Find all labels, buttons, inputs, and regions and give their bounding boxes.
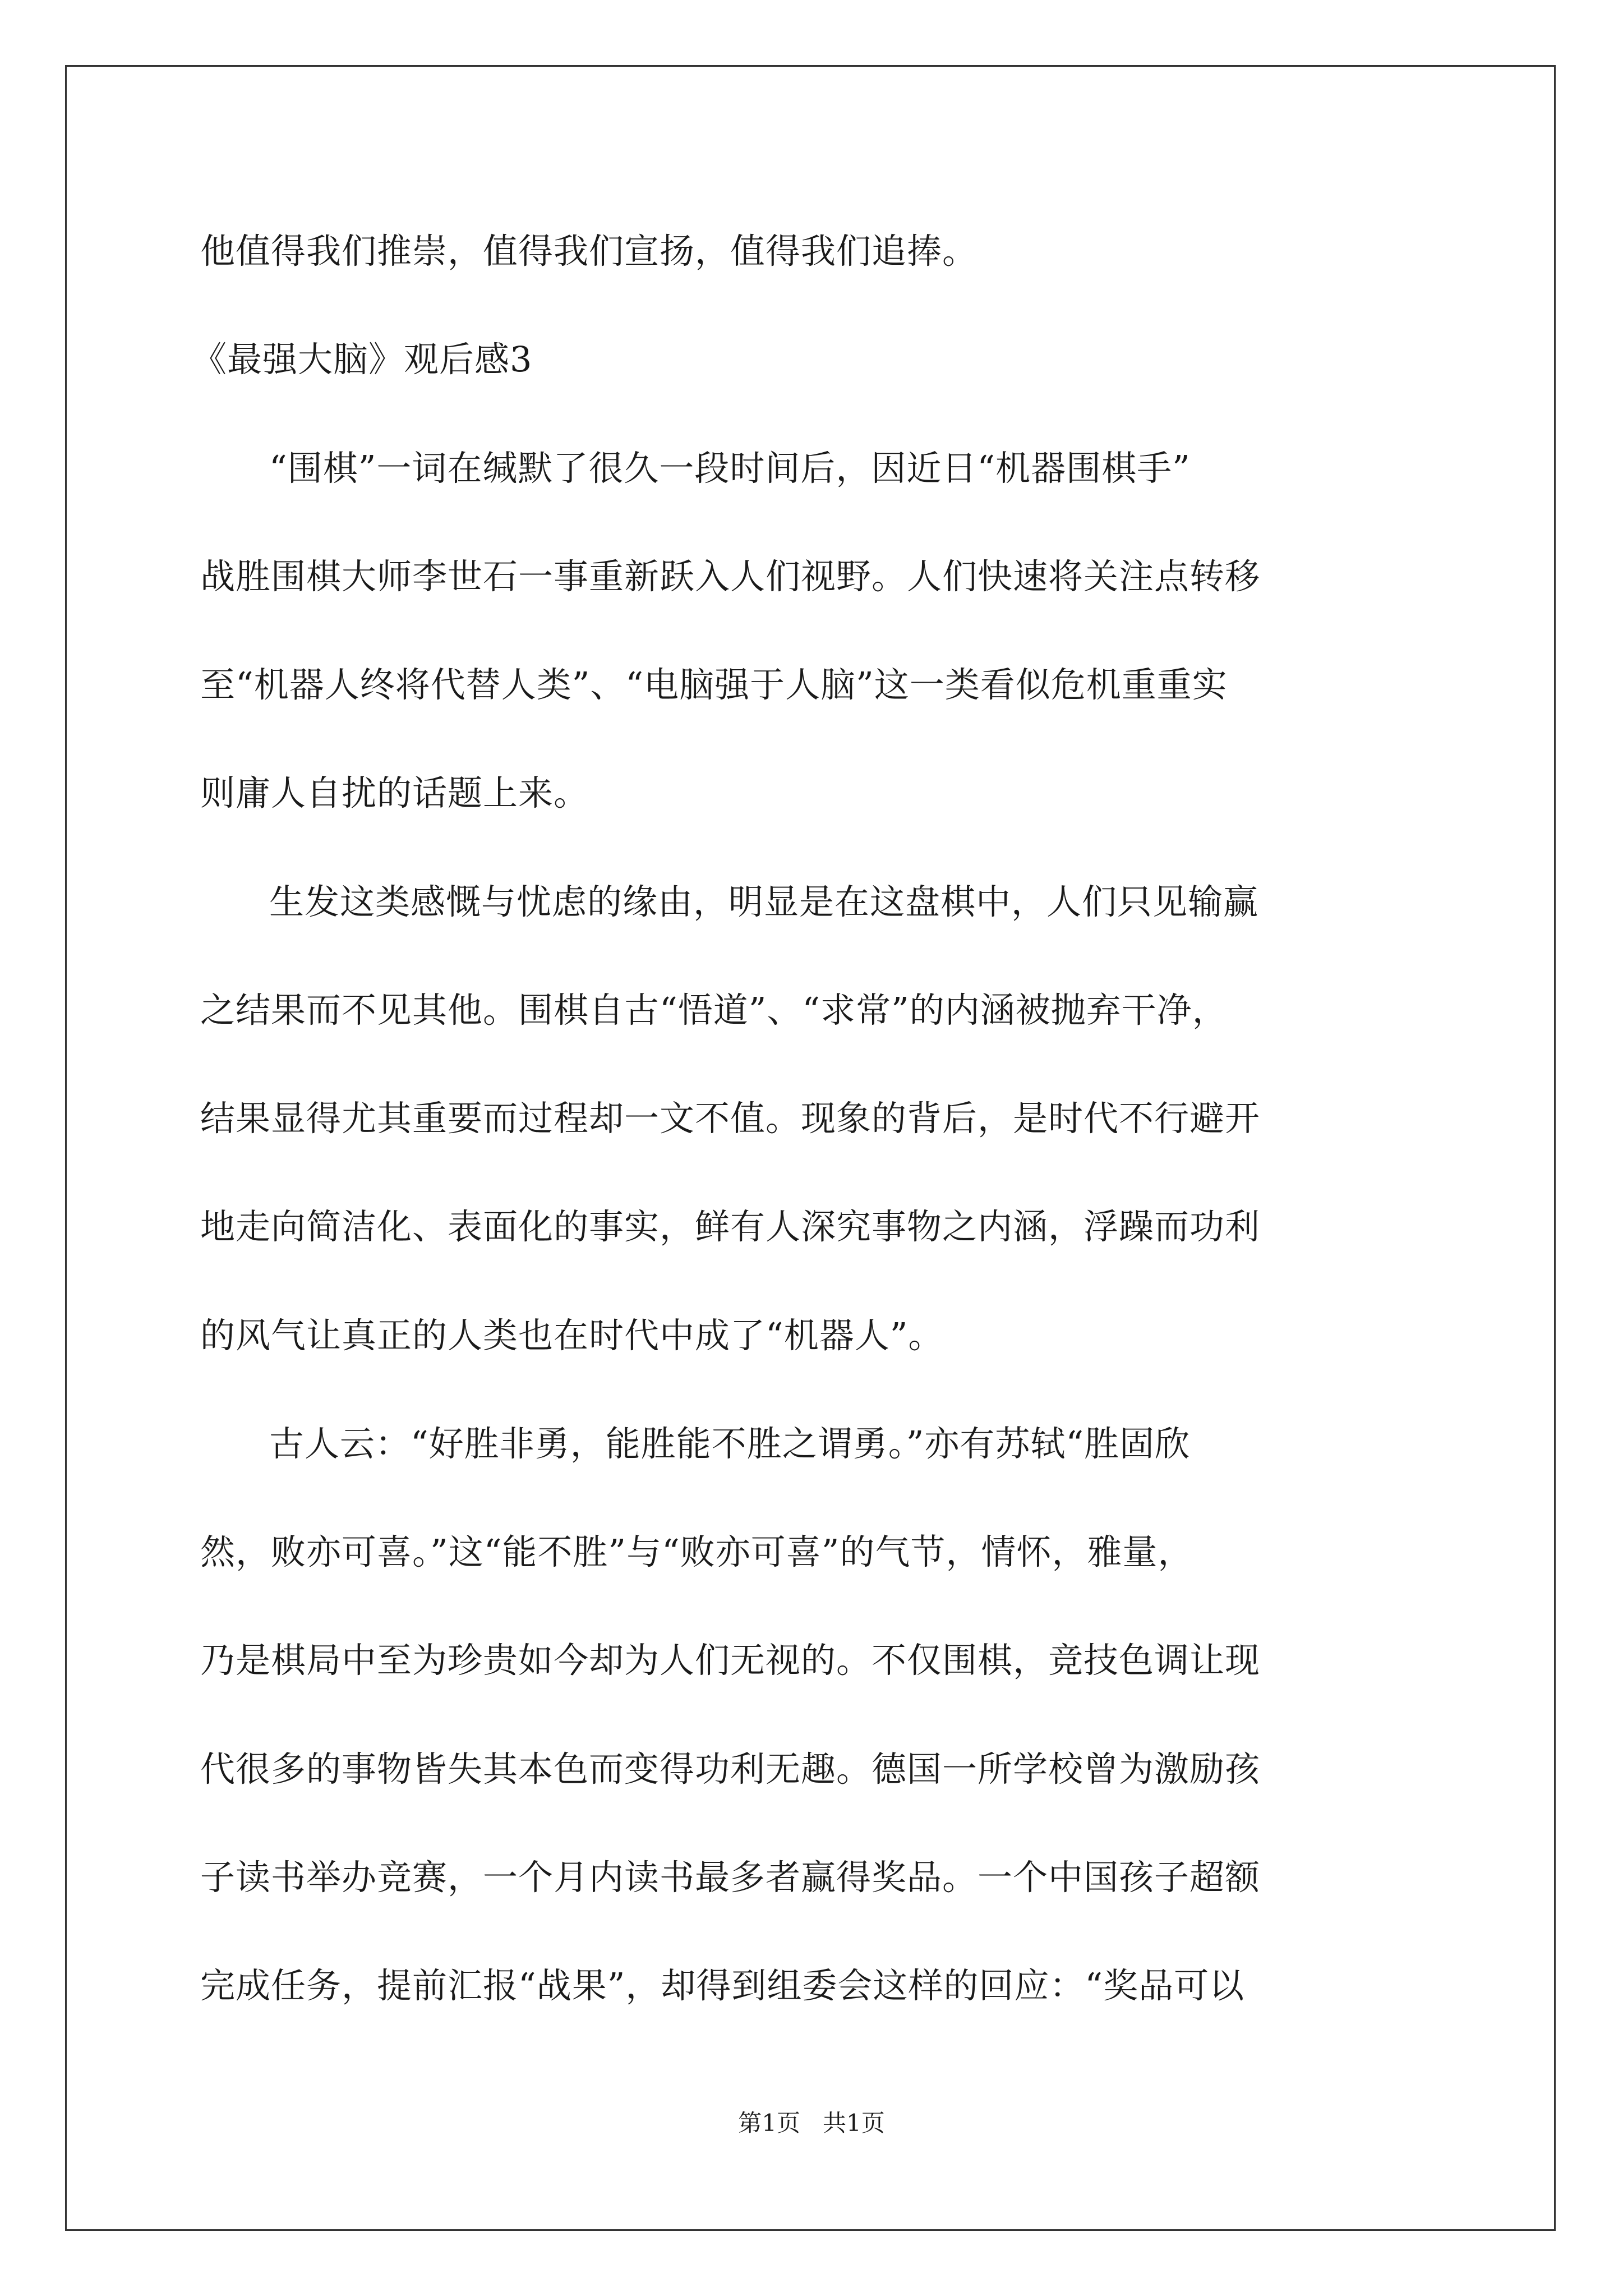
body-line-1: 他值得我们推崇，值得我们宣扬，值得我们追捧。 <box>200 231 978 272</box>
paragraph-2-line-2: 之结果而不见其他。围棋自古“悟道”、“求常”的内涵被抛弃干净， <box>200 990 1228 1030</box>
paragraph-3-line-4: 代很多的事物皆失其本色而变得功利无趣。德国一所学校曾为激励孩 <box>200 1749 1261 1789</box>
paragraph-3-line-1: 古人云：“好胜非勇，能胜能不胜之谓勇。”亦有苏轼“胜固欣 <box>269 1423 1191 1464</box>
section-heading: 《最强大脑》观后感3 <box>192 339 533 380</box>
paragraph-1-line-3: 至“机器人终将代替人类”、“电脑强于人脑”这一类看似危机重重实 <box>200 664 1228 705</box>
paragraph-2-line-1: 生发这类感慨与忧虑的缘由，明显是在这盘棋中，人们只见输赢 <box>269 881 1259 922</box>
paragraph-1-line-1: “围棋”一词在缄默了很久一段时间后，因近日“机器围棋手” <box>269 448 1191 489</box>
paragraph-2-line-5: 的风气让真正的人类也在时代中成了“机器人”。 <box>200 1315 944 1356</box>
paragraph-1-line-4: 则庸人自扰的话题上来。 <box>200 772 589 813</box>
paragraph-3-line-2: 然，败亦可喜。”这“能不胜”与“败亦可喜”的气节，情怀，雅量， <box>200 1531 1193 1572</box>
paragraph-2-line-4: 地走向简洁化、表面化的事实，鲜有人深究事物之内涵，浮躁而功利 <box>200 1206 1261 1247</box>
paragraph-2-line-3: 结果显得尤其重要而过程却一文不值。现象的背后，是时代不行避开 <box>200 1098 1261 1139</box>
paragraph-3-line-5: 子读书举办竞赛，一个月内读书最多者赢得奖品。一个中国孩子超额 <box>200 1857 1261 1898</box>
page-border <box>65 65 1556 2231</box>
paragraph-3-line-6: 完成任务，提前汇报“战果”，却得到组委会这样的回应：“奖品可以 <box>200 1965 1245 2006</box>
paragraph-1-line-2: 战胜围棋大师李世石一事重新跃入人们视野。人们快速将关注点转移 <box>200 556 1261 597</box>
page-footer: 第1页 共1页 <box>738 2109 885 2137</box>
paragraph-3-line-3: 乃是棋局中至为珍贵如今却为人们无视的。不仅围棋，竞技色调让现 <box>200 1640 1261 1681</box>
